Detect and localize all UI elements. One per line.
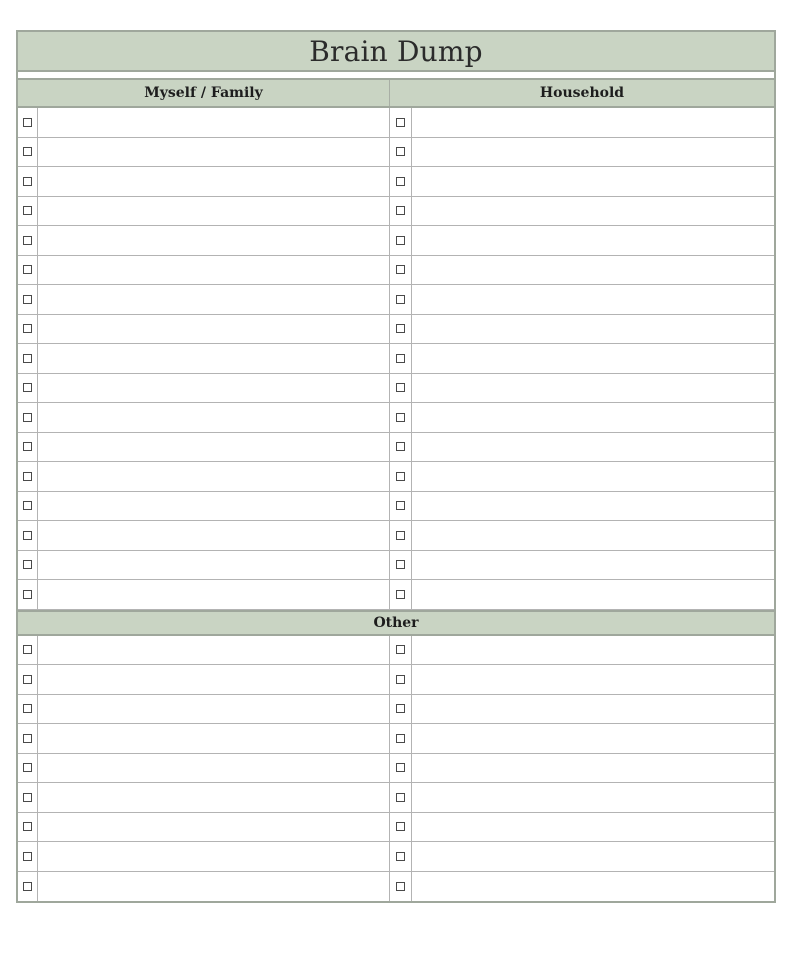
task-left-entry-line[interactable]: [38, 138, 390, 167]
checklist-row: [18, 197, 774, 227]
other-right-checkbox[interactable]: [396, 793, 405, 802]
title-spacer: [16, 72, 776, 80]
task-right-entry-line[interactable]: [412, 521, 774, 550]
checkbox-cell: [390, 462, 412, 491]
checkbox-cell: [18, 285, 38, 314]
checklist-row: [18, 580, 774, 610]
task-right-checkbox[interactable]: [396, 590, 405, 599]
other-right-checkbox[interactable]: [396, 763, 405, 772]
task-left-checkbox[interactable]: [23, 236, 32, 245]
task-right-entry-line[interactable]: [412, 256, 774, 285]
checklist-row: [18, 492, 774, 522]
task-left-checkbox[interactable]: [23, 413, 32, 422]
task-left-entry-line[interactable]: [38, 492, 390, 521]
page-title: Brain Dump: [309, 34, 483, 68]
checkbox-cell: [18, 724, 38, 753]
task-left-entry-line[interactable]: [38, 197, 390, 226]
checkbox-cell: [390, 374, 412, 403]
checkbox-cell: [390, 842, 412, 871]
checkbox-cell: [18, 108, 38, 137]
task-left-entry-line[interactable]: [38, 344, 390, 373]
other-left-checkbox[interactable]: [23, 734, 32, 743]
task-left-entry-line[interactable]: [38, 108, 390, 137]
task-left-entry-line[interactable]: [38, 462, 390, 491]
checklist-row: [18, 665, 774, 695]
checklist-row: [18, 256, 774, 286]
checkbox-cell: [18, 167, 38, 196]
other-right-checkbox[interactable]: [396, 704, 405, 713]
checkbox-cell: [390, 256, 412, 285]
other-right-entry-line[interactable]: [412, 695, 774, 724]
checklist-row: [18, 551, 774, 581]
task-right-entry-line[interactable]: [412, 285, 774, 314]
checkbox-cell: [18, 842, 38, 871]
checkbox-cell: [18, 695, 38, 724]
other-left-checkbox[interactable]: [23, 763, 32, 772]
other-right-checkbox[interactable]: [396, 734, 405, 743]
other-left-entry-line[interactable]: [38, 754, 390, 783]
task-left-checkbox[interactable]: [23, 501, 32, 510]
checkbox-cell: [18, 580, 38, 609]
checkbox-cell: [18, 636, 38, 665]
checklist-row: [18, 315, 774, 345]
checkbox-cell: [18, 872, 38, 902]
task-left-checkbox[interactable]: [23, 295, 32, 304]
checkbox-cell: [18, 256, 38, 285]
task-left-checkbox[interactable]: [23, 590, 32, 599]
checkbox-cell: [390, 403, 412, 432]
other-right-checkbox[interactable]: [396, 882, 405, 891]
checkbox-cell: [390, 433, 412, 462]
checkbox-cell: [390, 872, 412, 902]
task-right-checkbox[interactable]: [396, 265, 405, 274]
task-right-checkbox[interactable]: [396, 236, 405, 245]
other-left-entry-line[interactable]: [38, 724, 390, 753]
column-header-household: Household: [539, 85, 625, 101]
checkbox-cell: [18, 197, 38, 226]
checklist-row: [18, 724, 774, 754]
checkbox-cell: [390, 197, 412, 226]
brain-dump-sheet: [16, 30, 776, 903]
other-left-checkbox[interactable]: [23, 645, 32, 654]
checkbox-cell: [18, 813, 38, 842]
task-right-checkbox[interactable]: [396, 118, 405, 127]
other-right-entry-line[interactable]: [412, 842, 774, 871]
checkbox-cell: [18, 374, 38, 403]
task-right-entry-line[interactable]: [412, 226, 774, 255]
task-left-entry-line[interactable]: [38, 374, 390, 403]
checklist-row: [18, 462, 774, 492]
checkbox-cell: [390, 226, 412, 255]
other-left-entry-line[interactable]: [38, 813, 390, 842]
other-left-entry-line[interactable]: [38, 636, 390, 665]
checkbox-cell: [390, 138, 412, 167]
checkbox-cell: [390, 492, 412, 521]
checklist-row: [18, 403, 774, 433]
task-right-checkbox[interactable]: [396, 472, 405, 481]
checkbox-cell: [18, 433, 38, 462]
checklist-row: [18, 842, 774, 872]
checkbox-cell: [18, 403, 38, 432]
other-right-checkbox[interactable]: [396, 852, 405, 861]
checklist-row: [18, 754, 774, 784]
checkbox-cell: [18, 138, 38, 167]
task-left-checkbox[interactable]: [23, 177, 32, 186]
checkbox-cell: [390, 344, 412, 373]
other-left-entry-line[interactable]: [38, 695, 390, 724]
checkbox-cell: [390, 285, 412, 314]
task-right-checkbox[interactable]: [396, 354, 405, 363]
checkbox-cell: [18, 551, 38, 580]
task-left-checkbox[interactable]: [23, 265, 32, 274]
checklist-row: [18, 285, 774, 315]
checkbox-cell: [18, 754, 38, 783]
checkbox-cell: [390, 665, 412, 694]
task-left-entry-line[interactable]: [38, 226, 390, 255]
task-left-entry-line[interactable]: [38, 285, 390, 314]
task-right-entry-line[interactable]: [412, 403, 774, 432]
task-left-checkbox[interactable]: [23, 118, 32, 127]
task-right-entry-line[interactable]: [412, 580, 774, 609]
task-left-entry-line[interactable]: [38, 256, 390, 285]
other-right-checkbox[interactable]: [396, 822, 405, 831]
task-left-checkbox[interactable]: [23, 147, 32, 156]
checklist-row: [18, 344, 774, 374]
other-left-checkbox[interactable]: [23, 704, 32, 713]
task-right-checkbox[interactable]: [396, 383, 405, 392]
task-right-entry-line[interactable]: [412, 374, 774, 403]
checkbox-cell: [390, 108, 412, 137]
other-right-entry-line[interactable]: [412, 636, 774, 665]
checkbox-cell: [390, 724, 412, 753]
checklist-row: [18, 636, 774, 666]
task-right-entry-line[interactable]: [412, 315, 774, 344]
checkbox-cell: [18, 344, 38, 373]
task-right-entry-line[interactable]: [412, 167, 774, 196]
other-right-entry-line[interactable]: [412, 665, 774, 694]
checklist-row: [18, 695, 774, 725]
other-left-checkbox[interactable]: [23, 882, 32, 891]
task-left-checkbox[interactable]: [23, 531, 32, 540]
checkbox-cell: [18, 492, 38, 521]
checkbox-cell: [18, 226, 38, 255]
task-left-entry-line[interactable]: [38, 403, 390, 432]
task-left-checkbox[interactable]: [23, 354, 32, 363]
task-left-entry-line[interactable]: [38, 521, 390, 550]
other-left-checkbox[interactable]: [23, 852, 32, 861]
checkbox-cell: [390, 754, 412, 783]
task-right-entry-line[interactable]: [412, 433, 774, 462]
checkbox-cell: [390, 315, 412, 344]
task-right-checkbox[interactable]: [396, 531, 405, 540]
task-right-checkbox[interactable]: [396, 501, 405, 510]
other-right-entry-line[interactable]: [412, 813, 774, 842]
task-left-checkbox[interactable]: [23, 472, 32, 481]
task-right-checkbox[interactable]: [396, 442, 405, 451]
task-right-entry-line[interactable]: [412, 138, 774, 167]
task-right-entry-line[interactable]: [412, 108, 774, 137]
task-left-entry-line[interactable]: [38, 315, 390, 344]
task-right-checkbox[interactable]: [396, 147, 405, 156]
task-left-checkbox[interactable]: [23, 206, 32, 215]
top-checklist-grid: [16, 108, 776, 610]
task-right-entry-line[interactable]: [412, 492, 774, 521]
task-right-checkbox[interactable]: [396, 324, 405, 333]
task-left-checkbox[interactable]: [23, 324, 32, 333]
other-checklist-grid: [16, 636, 776, 904]
other-left-checkbox[interactable]: [23, 822, 32, 831]
other-right-entry-line[interactable]: [412, 724, 774, 753]
task-right-entry-line[interactable]: [412, 551, 774, 580]
task-left-entry-line[interactable]: [38, 551, 390, 580]
task-right-entry-line[interactable]: [412, 197, 774, 226]
checklist-row: [18, 374, 774, 404]
checkbox-cell: [390, 813, 412, 842]
task-left-checkbox[interactable]: [23, 442, 32, 451]
task-right-checkbox[interactable]: [396, 560, 405, 569]
other-left-entry-line[interactable]: [38, 872, 390, 902]
task-right-entry-line[interactable]: [412, 344, 774, 373]
other-left-checkbox[interactable]: [23, 793, 32, 802]
checklist-row: [18, 521, 774, 551]
checkbox-cell: [18, 783, 38, 812]
checklist-row: [18, 813, 774, 843]
checkbox-cell: [390, 521, 412, 550]
other-right-entry-line[interactable]: [412, 872, 774, 902]
checkbox-cell: [390, 636, 412, 665]
checklist-row: [18, 872, 774, 902]
task-right-entry-line[interactable]: [412, 462, 774, 491]
checklist-row: [18, 783, 774, 813]
checkbox-cell: [18, 462, 38, 491]
other-right-entry-line[interactable]: [412, 783, 774, 812]
other-right-entry-line[interactable]: [412, 754, 774, 783]
task-left-checkbox[interactable]: [23, 383, 32, 392]
checkbox-cell: [18, 521, 38, 550]
task-right-checkbox[interactable]: [396, 206, 405, 215]
task-left-entry-line[interactable]: [38, 580, 390, 609]
column-header-row: [16, 80, 776, 108]
section-header-other: Other: [16, 610, 776, 636]
other-left-checkbox[interactable]: [23, 675, 32, 684]
checklist-row: [18, 138, 774, 168]
checkbox-cell: [18, 315, 38, 344]
other-right-checkbox[interactable]: [396, 645, 405, 654]
other-right-checkbox[interactable]: [396, 675, 405, 684]
column-header-myself-family: Myself / Family: [18, 80, 390, 106]
task-left-entry-line[interactable]: [38, 167, 390, 196]
task-left-entry-line[interactable]: [38, 433, 390, 462]
other-left-entry-line[interactable]: [38, 665, 390, 694]
checkbox-cell: [390, 167, 412, 196]
task-right-checkbox[interactable]: [396, 413, 405, 422]
task-right-checkbox[interactable]: [396, 177, 405, 186]
checkbox-cell: [18, 665, 38, 694]
checkbox-cell: [390, 551, 412, 580]
checkbox-cell: [390, 783, 412, 812]
other-left-entry-line[interactable]: [38, 783, 390, 812]
checkbox-cell: [390, 695, 412, 724]
checklist-row: [18, 226, 774, 256]
checklist-row: [18, 108, 774, 138]
checklist-row: [18, 167, 774, 197]
checklist-row: [18, 433, 774, 463]
title-bar: [16, 30, 776, 72]
other-left-entry-line[interactable]: [38, 842, 390, 871]
checkbox-cell: [390, 580, 412, 609]
task-left-checkbox[interactable]: [23, 560, 32, 569]
task-right-checkbox[interactable]: [396, 295, 405, 304]
